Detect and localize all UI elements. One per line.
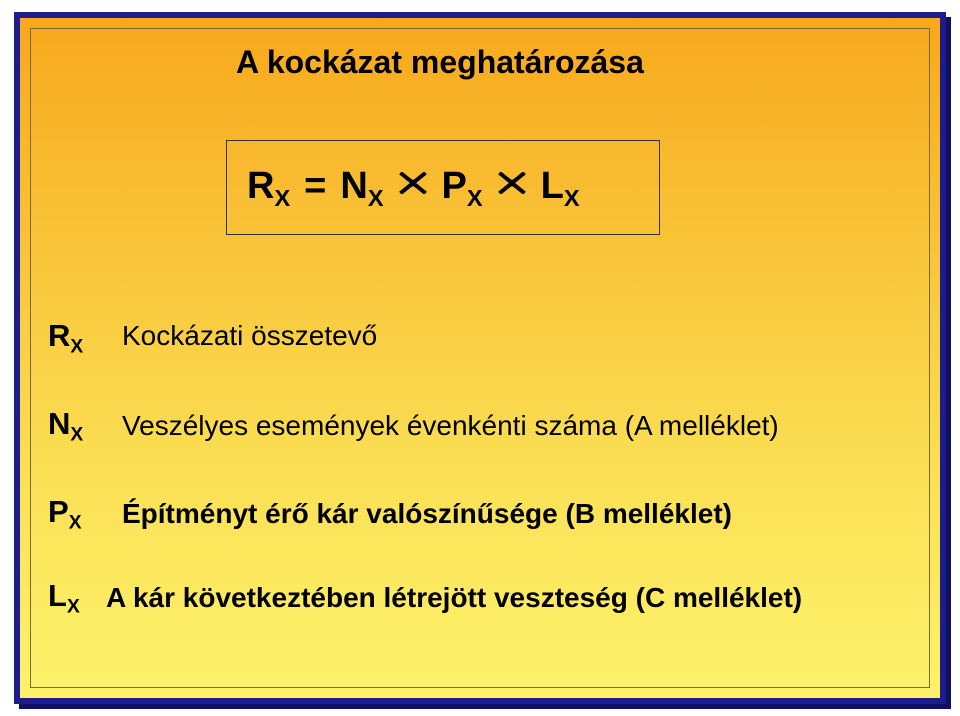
definition-symbol: $R_X$	[48, 318, 84, 358]
formula-box	[226, 140, 660, 235]
definition-symbol: $L_X$	[48, 578, 80, 618]
definition-text: Kockázati összetevő	[122, 320, 378, 351]
formula-n: $N_X$	[340, 165, 384, 212]
definition-symbol: $P_X$	[48, 494, 82, 534]
multiplication-cross-icon	[495, 172, 529, 194]
formula-r: $R_X$	[247, 165, 291, 212]
formula-l: $L_X$	[540, 165, 580, 212]
definition-text: Építményt érő kár valószínűsége (B melléklet)	[122, 498, 732, 529]
definition-symbol: $N_X$	[48, 406, 84, 446]
formula-equals: =	[304, 165, 327, 207]
formula-p: $P_X$	[441, 165, 483, 212]
definition-text: A kár következtében létrejött veszteség (C melléklet)	[106, 582, 803, 613]
risk-formula	[247, 165, 580, 212]
definition-text: Veszélyes események évenkénti száma (A melléklet)	[122, 410, 779, 441]
slide-title: A kockázat meghatározása	[236, 44, 644, 80]
multiplication-cross-icon	[396, 172, 430, 194]
